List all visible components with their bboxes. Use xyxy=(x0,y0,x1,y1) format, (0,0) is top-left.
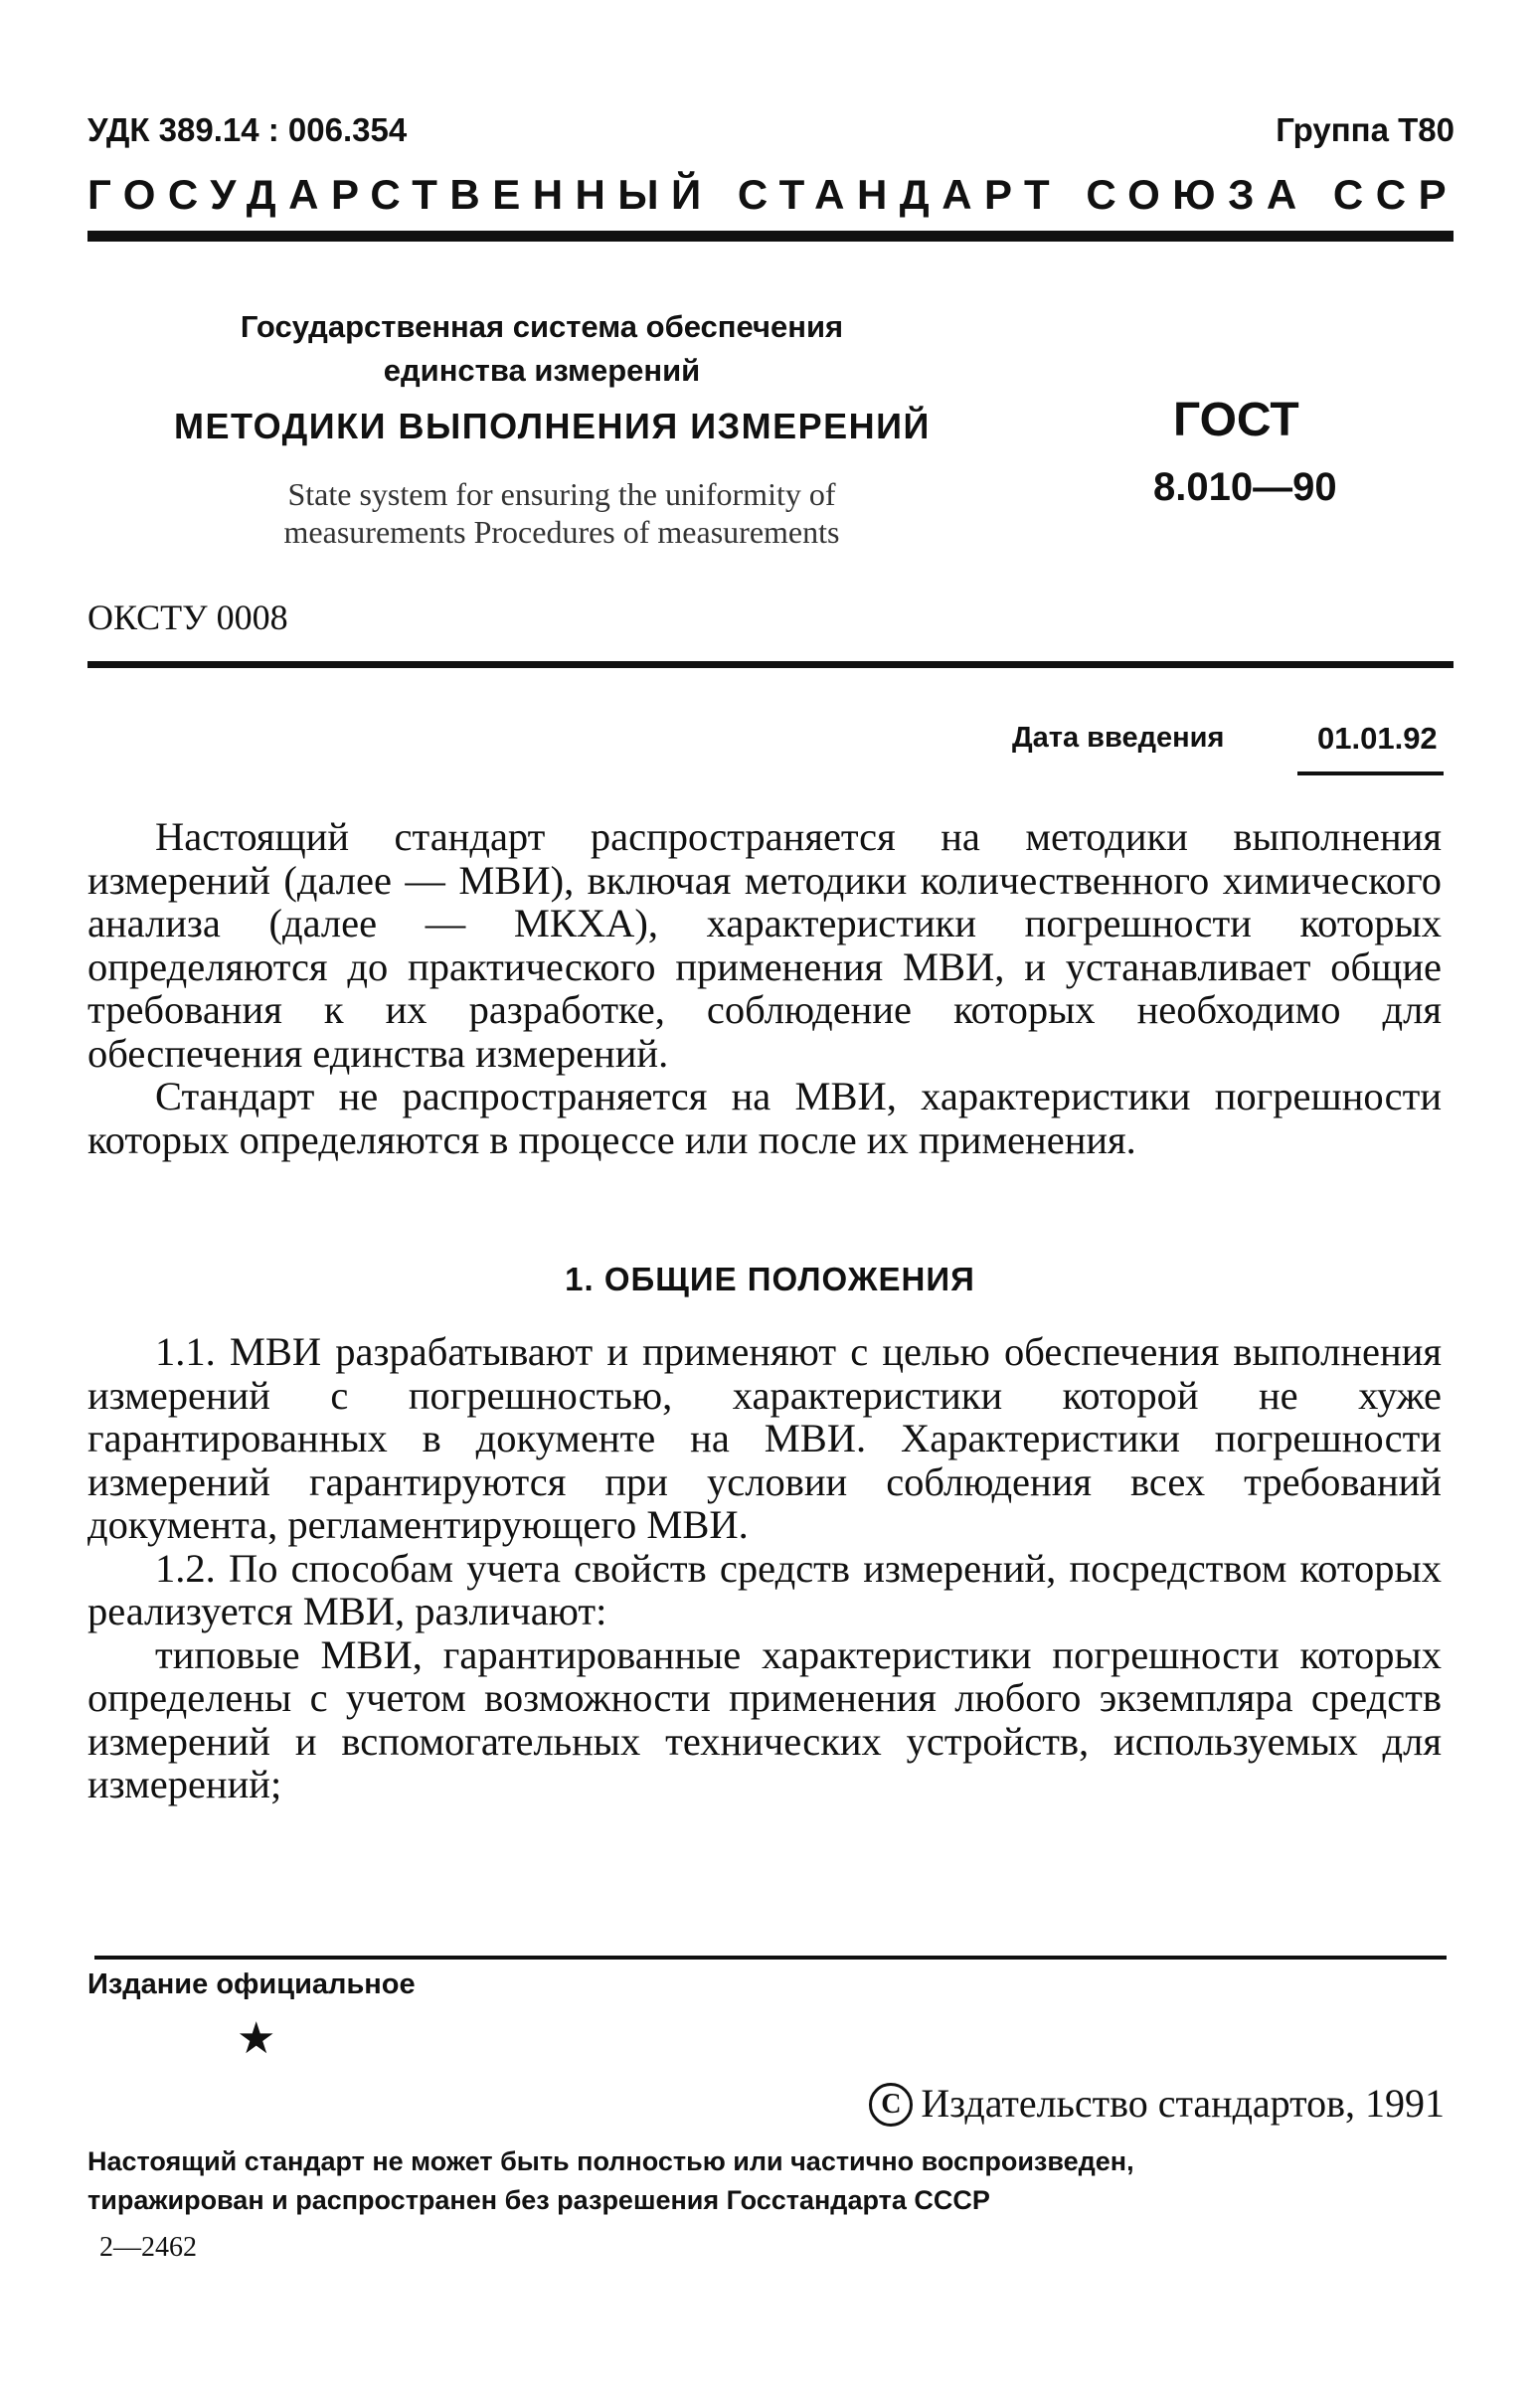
english-line-2: measurements Procedures of measurements xyxy=(283,514,840,550)
middle-divider xyxy=(87,661,1454,668)
notice-line-2: тиражирован и распространен без разрешения Госстандарта СССР xyxy=(87,2185,990,2215)
gost-label: ГОСТ xyxy=(1173,394,1299,446)
system-line-2: единства измерений xyxy=(383,353,701,388)
english-line-1: State system for ensuring the uniformity of xyxy=(287,476,836,512)
group-code: Группа Т80 xyxy=(1276,111,1454,148)
document-number: 2—2462 xyxy=(99,2232,197,2263)
copyright-icon: С xyxy=(869,2083,913,2127)
notice-line-1: Настоящий стандарт не может быть полностью или частично воспроизведен, xyxy=(87,2146,1134,2176)
clause-1-2-typical: типовые МВИ, гарантированные характеристики погрешности которых определены с учетом возможности применения любого экземпляра средств измерений и вспомогательных технических устройств, используемых для измерений; xyxy=(87,1631,1442,1806)
state-standard-title: ГОСУДАРСТВЕННЫЙ СТАНДАРТ СОЮЗА ССР xyxy=(87,171,1459,218)
intro-paragraph-1: Настоящий стандарт распространяется на методики выполнения измерений (далее — МВИ), включая методики количественного химического анализа (далее — МКХА), характеристики погрешности которых определяются до практического применения МВИ, и устанавливает общие требования к их разработке, соблюдение которых необходимо для обеспечения единства измерений. xyxy=(87,814,1442,1076)
reproduction-notice xyxy=(87,2142,1450,2220)
section-1-title: 1. ОБЩИЕ ПОЛОЖЕНИЯ xyxy=(565,1261,975,1297)
english-title xyxy=(199,475,925,551)
intro-paragraph-2: Стандарт не распространяется на МВИ, характеристики погрешности которых определяются в процессе или после их применения. xyxy=(87,1074,1442,1162)
gost-number: 8.010—90 xyxy=(1153,465,1337,509)
intro-date-value: 01.01.92 xyxy=(1317,721,1438,756)
top-divider xyxy=(87,231,1454,242)
clause-1-2: 1.2. По способам учета свойств средств измерений, посредством которых реализуется МВИ, различают: xyxy=(87,1545,1442,1633)
date-underline xyxy=(1297,771,1444,775)
system-line-1: Государственная система обеспечения xyxy=(240,309,844,344)
okstu-code: ОКСТУ 0008 xyxy=(87,598,288,637)
copyright xyxy=(869,2080,1445,2127)
footer-divider xyxy=(94,1956,1447,1960)
intro-date-label: Дата введения xyxy=(1012,722,1225,754)
copyright-text: Издательство стандартов, 1991 xyxy=(921,2081,1445,2126)
udk-code: УДК 389.14 : 006.354 xyxy=(87,111,408,148)
official-edition-label: Издание официальное xyxy=(87,1968,416,2000)
clause-1-1: 1.1. МВИ разрабатывают и применяют с целью обеспечения выполнения измерений с погрешностью, характеристики которой не хуже гарантированных в документе на МВИ. Характеристики погрешности измерений гарантируются при условии соблюдения всех требований документа, регламентирующего МВИ. xyxy=(87,1329,1442,1547)
star-icon: ★ xyxy=(237,2014,276,2063)
intro-text xyxy=(87,815,1442,1161)
system-title xyxy=(154,305,930,393)
standard-title: МЕТОДИКИ ВЫПОЛНЕНИЯ ИЗМЕРЕНИЙ xyxy=(174,406,931,446)
section-1-text xyxy=(87,1330,1442,1806)
